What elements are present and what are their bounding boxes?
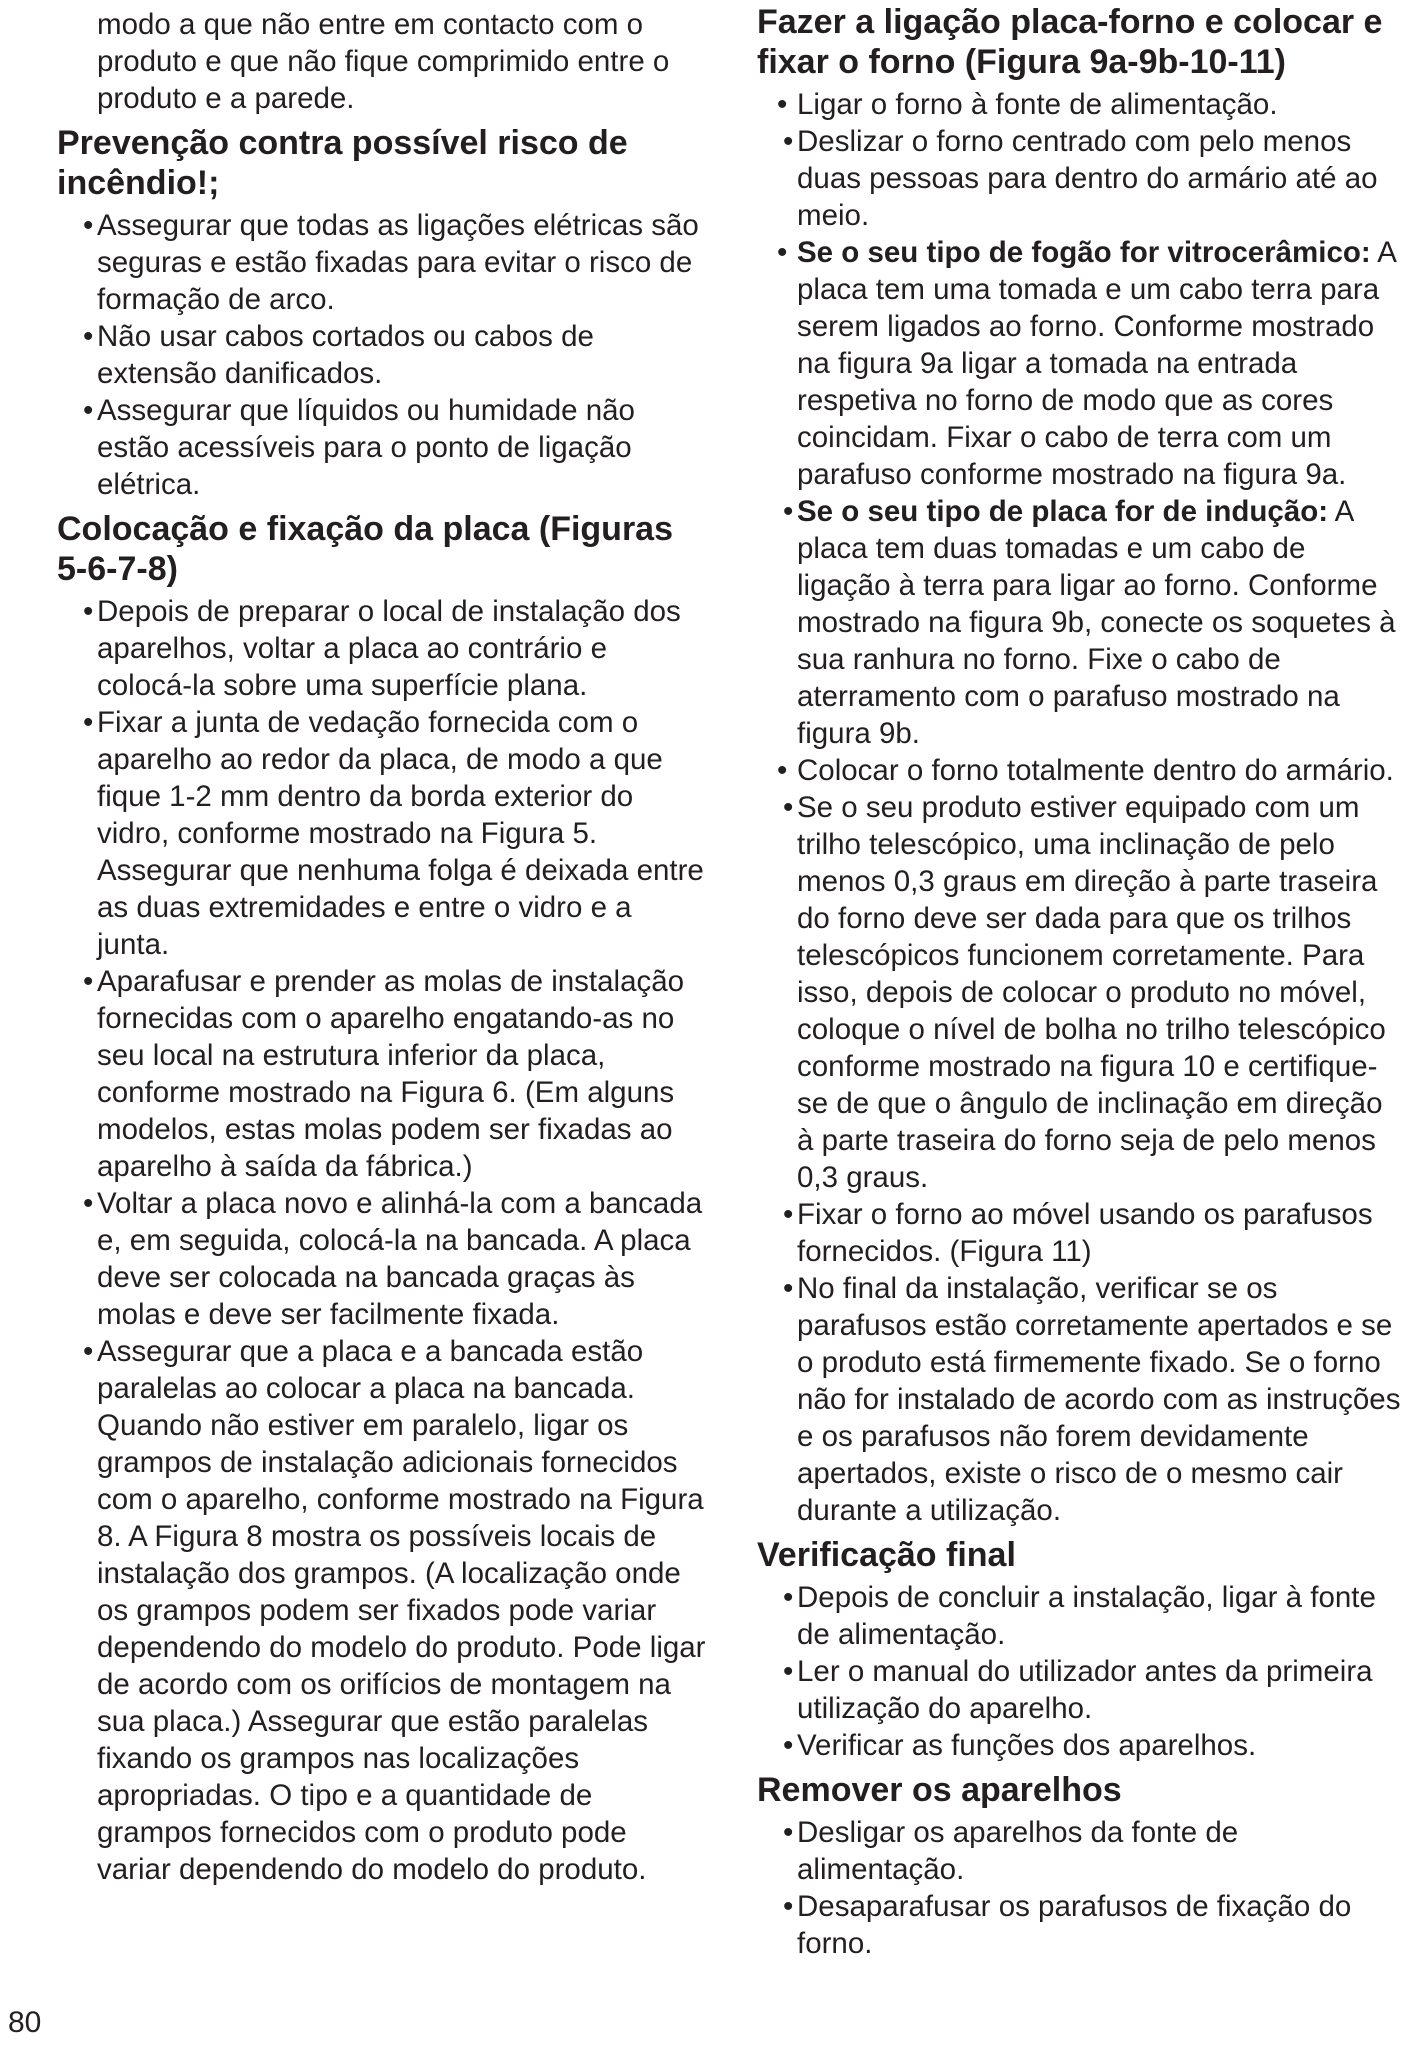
final-check-list: [757, 1579, 1407, 1764]
list-item: • Colocar o forno totalmente dentro do armário.: [777, 754, 1394, 787]
bullet-icon: •: [83, 320, 94, 353]
section-heading-oven-connection: Fazer a ligação placa-forno e colocar e fixar o forno (Figura 9a-9b-10-11): [757, 3, 1383, 81]
left-column: [57, 0, 707, 1888]
list-item: • Não usar cabos cortados ou cabos de extensão danificados.: [83, 320, 594, 390]
bullet-icon: •: [777, 88, 788, 121]
remove-appliances-list: [757, 1814, 1407, 1962]
list-item: • Depois de preparar o local de instalação dos aparelhos, voltar a placa ao contrário e colocá-la sobre uma superfície plana.: [83, 595, 681, 702]
bullet-icon: •: [783, 1655, 794, 1688]
bullet-icon: •: [783, 495, 794, 528]
right-column: [757, 0, 1407, 1962]
bullet-icon: •: [83, 965, 94, 998]
list-item: • Fixar o forno ao móvel usando os parafusos fornecidos. (Figura 11): [783, 1198, 1373, 1268]
list-item: • Se o seu tipo de fogão for vitrocerâmico: A placa tem uma tomada e um cabo terra para serem ligados ao forno. Conforme mostrado na figura 9a ligar a tomada na entrada respetiva no forno de modo que as cores coincidam. Fixar o cabo de terra com um parafuso conforme mostrado na figura 9a.: [777, 236, 1396, 491]
section-heading-final-check: Verificação final: [757, 1536, 1016, 1574]
bullet-icon: •: [83, 209, 94, 242]
page-number: 80: [8, 2006, 42, 2039]
section-heading-hob-placement: Colocação e fixação da placa (Figuras 5-6-7-8): [57, 510, 674, 588]
section-heading-remove-appliances: Remover os aparelhos: [757, 1771, 1122, 1809]
bullet-icon: •: [783, 1581, 794, 1614]
bullet-icon: •: [783, 1272, 794, 1305]
list-item: • Fixar a junta de vedação fornecida com o aparelho ao redor da placa, de modo a que fique 1-2 mm dentro da borda exterior do vidro, conforme mostrado na Figura 5. Assegurar que nenhuma folga é deixada entre as duas extremidades e entre o vidro e a junta.: [83, 706, 704, 961]
bullet-icon: •: [783, 791, 794, 824]
list-item: • Assegurar que líquidos ou humidade não estão acessíveis para o ponto de ligação elétrica.: [83, 394, 635, 501]
list-item: • Se o seu tipo de placa for de indução: A placa tem duas tomadas e um cabo de ligação à terra para ligar ao forno. Conforme mostrado na figura 9b, conecte os soquetes à sua ranhura no forno. Fixe o cabo de aterramento com o parafuso mostrado na figura 9b.: [783, 495, 1396, 750]
bullet-icon: •: [83, 595, 94, 628]
bullet-icon: •: [783, 1198, 794, 1231]
bullet-icon: •: [783, 1729, 794, 1762]
list-item: • Se o seu produto estiver equipado com um trilho telescópico, uma inclinação de pelo menos 0,3 graus em direção à parte traseira do forno deve ser dada para que os trilhos telescópicos funcionem corretamente. Para isso, depois de colocar o produto no móvel, coloque o nível de bolha no trilho telescópico conforme mostrado na figura 10 e certifique-se de que o ângulo de inclinação em direção à parte traseira do forno seja de pelo menos 0,3 graus.: [783, 791, 1386, 1194]
hob-placement-list: [57, 593, 707, 1888]
bullet-icon: •: [83, 1335, 94, 1368]
list-item: • No final da instalação, verificar se os parafusos estão corretamente apertados e se o produto está firmemente fixado. Se o forno não for instalado de acordo com as instruções e os parafusos não forem devidamente apertados, existe o risco de o mesmo cair durante a utilização.: [783, 1272, 1401, 1527]
list-item: • Ler o manual do utilizador antes da primeira utilização do aparelho.: [783, 1655, 1373, 1725]
bullet-icon: •: [83, 394, 94, 427]
list-item: • Verificar as funções dos aparelhos.: [783, 1729, 1257, 1762]
list-item: • Assegurar que todas as ligações elétricas são seguras e estão fixadas para evitar o risco de formação de arco.: [83, 209, 699, 316]
list-item: • Aparafusar e prender as molas de instalação fornecidas com o aparelho engatando-as no seu local na estrutura inferior da placa, conforme mostrado na Figura 6. (Em alguns modelos, estas molas podem ser fixadas ao aparelho à saída da fábrica.): [83, 965, 685, 1183]
list-item: • Desaparafusar os parafusos de fixação do forno.: [783, 1890, 1352, 1960]
oven-connection-list: [757, 86, 1407, 1529]
section-heading-fire-risk: Prevenção contra possível risco de incêndio!;: [57, 124, 628, 202]
list-item: • Assegurar que a placa e a bancada estão paralelas ao colocar a placa na bancada. Quando não estiver em paralelo, ligar os grampos de instalação adicionais fornecidos com o aparelho, conforme mostrado na Figura 8. A Figura 8 mostra os possíveis locais de instalação dos grampos. (A localização onde os grampos podem ser fixados pode variar dependendo do modelo do produto. Pode ligar de acordo com os orifícios de montagem na sua placa.) Assegurar que estão paralelas fixando os grampos nas localizações apropriadas. O tipo e a quantidade de grampos fornecidos com o produto pode variar dependendo do modelo do produto.: [83, 1335, 706, 1886]
intro-paragraph: modo a que não entre em contacto com o produto e que não fique comprimido entre o produto e a parede.: [97, 8, 670, 115]
list-item: • Ligar o forno à fonte de alimentação.: [777, 88, 1278, 121]
bullet-icon: •: [777, 236, 788, 269]
bullet-icon: •: [777, 754, 788, 787]
list-item: • Deslizar o forno centrado com pelo menos duas pessoas para dentro do armário até ao meio.: [783, 125, 1378, 232]
list-item: • Voltar a placa novo e alinhá-la com a bancada e, em seguida, colocá-la na bancada. A placa deve ser colocada na bancada graças às molas e deve ser facilmente fixada.: [83, 1187, 703, 1331]
bullet-icon: •: [83, 706, 94, 739]
list-item: • Depois de concluir a instalação, ligar à fonte de alimentação.: [783, 1581, 1376, 1651]
bullet-icon: •: [783, 125, 794, 158]
bullet-icon: •: [83, 1187, 94, 1220]
fire-risk-list: [57, 207, 707, 503]
list-item: • Desligar os aparelhos da fonte de alimentação.: [783, 1816, 1239, 1886]
bullet-icon: •: [783, 1890, 794, 1923]
bullet-icon: •: [783, 1816, 794, 1849]
